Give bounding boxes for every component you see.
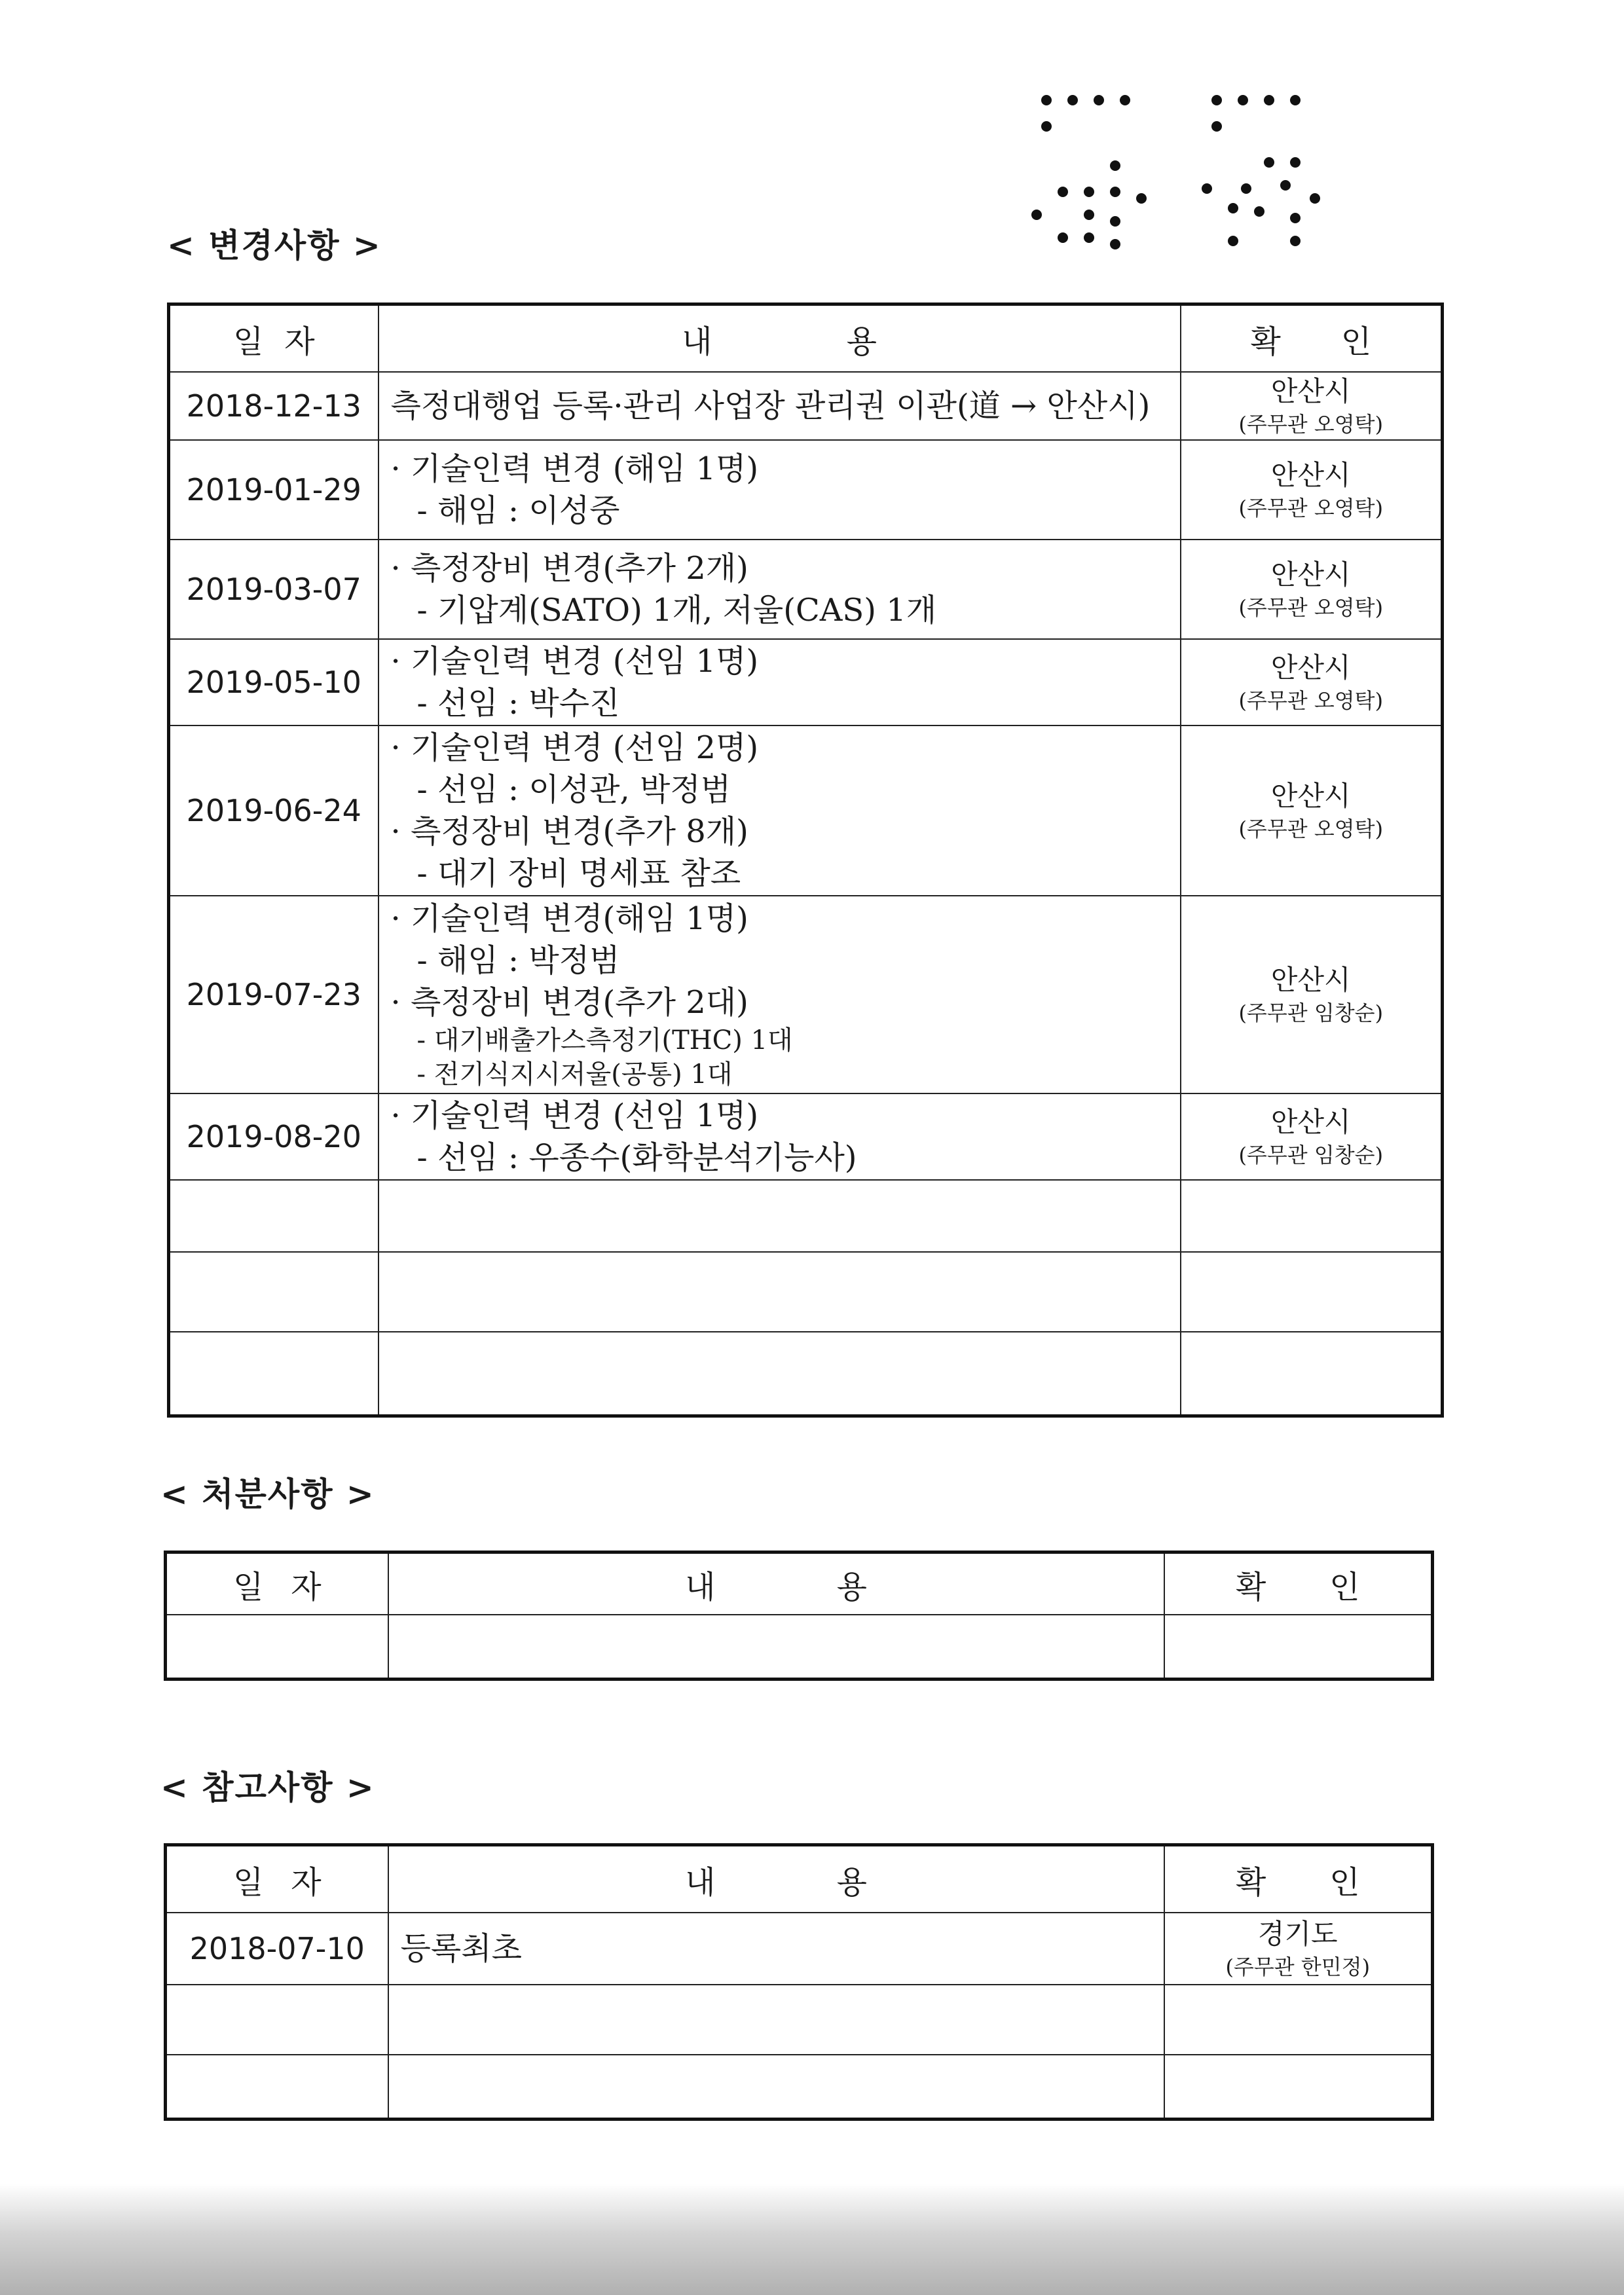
dispositions-section-title: < 처분사항 > xyxy=(160,1475,375,1513)
empty-cell xyxy=(166,2055,388,2120)
date-header: 일 자 xyxy=(166,1552,388,1615)
empty-cell xyxy=(169,1180,378,1252)
empty-cell xyxy=(388,2055,1164,2120)
content-header: 내 용 xyxy=(388,1552,1164,1615)
empty-cell xyxy=(378,1252,1181,1332)
content-header: 내 용 xyxy=(378,304,1181,373)
entry-content xyxy=(378,725,1181,896)
entry-content xyxy=(378,372,1181,440)
entry-date: 2018-07-10 xyxy=(166,1913,388,1985)
confirm-office: 안산시 xyxy=(1270,964,1351,996)
entry-line: - 선임 : 이성관, 박정범 xyxy=(416,771,731,808)
entry-line: - 선임 : 박수진 xyxy=(416,685,620,722)
table-row xyxy=(166,1985,1433,2055)
table-row xyxy=(169,639,1443,725)
entry-line: - 대기 장비 명세표 참조 xyxy=(416,855,741,892)
entry-line: · 측정장비 변경(추가 2대) xyxy=(390,984,748,1021)
entry-content xyxy=(378,1093,1181,1180)
empty-cell xyxy=(388,1615,1164,1680)
confirm-officer: (주무관 오영탁) xyxy=(1238,817,1384,841)
entry-confirm xyxy=(1181,372,1443,440)
entry-line: · 기술인력 변경 (선임 1명) xyxy=(390,1097,759,1134)
braille-stamp-right xyxy=(1192,85,1349,255)
confirm-officer: (주무관 오영탁) xyxy=(1238,412,1384,437)
entry-line: - 해임 : 이성중 xyxy=(416,492,620,529)
confirm-office: 안산시 xyxy=(1270,780,1351,812)
entry-line: - 선임 : 우종수(화학분석기능사) xyxy=(416,1139,857,1176)
entry-date: 2019-08-20 xyxy=(169,1093,378,1180)
content-header: 내 용 xyxy=(388,1845,1164,1913)
entry-date: 2019-05-10 xyxy=(169,639,378,725)
entry-date: 2019-07-23 xyxy=(169,896,378,1093)
confirm-office: 안산시 xyxy=(1270,375,1351,407)
entry-line: - 기압계(SATO) 1개, 저울(CAS) 1개 xyxy=(416,592,937,629)
confirm-officer: (주무관 오영탁) xyxy=(1238,496,1384,521)
confirm-office: 안산시 xyxy=(1270,652,1351,684)
entry-line: · 측정장비 변경(추가 2개) xyxy=(390,550,748,587)
changes-section-title: < 변경사항 > xyxy=(167,226,382,265)
entry-content xyxy=(378,896,1181,1093)
confirm-office: 안산시 xyxy=(1270,459,1351,491)
empty-cell xyxy=(1181,1252,1443,1332)
entry-line: · 기술인력 변경 (해임 1명) xyxy=(390,450,759,487)
entry-line: · 측정장비 변경(추가 8개) xyxy=(390,813,748,850)
confirm-office: 안산시 xyxy=(1270,1106,1351,1138)
entry-line: - 전기식지시저울(공통) 1대 xyxy=(416,1059,733,1090)
table-row xyxy=(169,1180,1443,1252)
entry-date: 2019-01-29 xyxy=(169,440,378,540)
changes-table xyxy=(167,303,1444,1418)
table-row xyxy=(169,1332,1443,1416)
references-table xyxy=(164,1843,1434,2121)
entry-confirm xyxy=(1181,639,1443,725)
empty-cell xyxy=(169,1252,378,1332)
confirm-header: 확 인 xyxy=(1164,1845,1433,1913)
changes-header-row xyxy=(169,304,1443,373)
empty-cell xyxy=(1164,2055,1433,2120)
date-header: 일 자 xyxy=(169,304,378,373)
entry-confirm xyxy=(1181,1093,1443,1180)
table-row xyxy=(169,725,1443,896)
table-row xyxy=(166,1615,1433,1680)
entry-content xyxy=(378,639,1181,725)
entry-line: - 해임 : 박정범 xyxy=(416,942,620,979)
confirm-header: 확 인 xyxy=(1164,1552,1433,1615)
table-row xyxy=(169,440,1443,540)
entry-confirm xyxy=(1181,725,1443,896)
confirm-officer: (주무관 임창순) xyxy=(1238,1143,1384,1167)
confirm-officer: (주무관 오영탁) xyxy=(1238,595,1384,620)
empty-cell xyxy=(388,1985,1164,2055)
entry-content xyxy=(378,440,1181,540)
table-row xyxy=(169,540,1443,639)
empty-cell xyxy=(1164,1615,1433,1680)
confirm-office: 경기도 xyxy=(1257,1918,1338,1950)
entry-date: 2019-03-07 xyxy=(169,540,378,639)
empty-cell xyxy=(1181,1180,1443,1252)
scan-shadow xyxy=(0,2184,1624,2295)
entry-line: · 기술인력 변경 (선임 1명) xyxy=(390,643,759,680)
empty-cell xyxy=(378,1332,1181,1416)
empty-cell xyxy=(166,1615,388,1680)
dispositions-table xyxy=(164,1551,1434,1681)
entry-date: 2018-12-13 xyxy=(169,372,378,440)
table-row xyxy=(169,1252,1443,1332)
entry-line: - 대기배출가스측정기(THC) 1대 xyxy=(416,1025,793,1056)
confirm-header: 확 인 xyxy=(1181,304,1443,373)
empty-cell xyxy=(1181,1332,1443,1416)
table-row xyxy=(166,1913,1433,1985)
table-row xyxy=(169,1093,1443,1180)
empty-cell xyxy=(169,1332,378,1416)
date-header: 일 자 xyxy=(166,1845,388,1913)
entry-line: · 기술인력 변경 (선임 2명) xyxy=(390,729,759,766)
references-section-title: < 참고사항 > xyxy=(160,1768,375,1807)
confirm-office: 안산시 xyxy=(1270,559,1351,591)
table-row xyxy=(166,2055,1433,2120)
entry-confirm xyxy=(1181,440,1443,540)
entry-content xyxy=(388,1913,1164,1985)
table-row xyxy=(169,896,1443,1093)
empty-cell xyxy=(1164,1985,1433,2055)
entry-line: 측정대행업 등록·관리 사업장 관리권 이관(道 → 안산시) xyxy=(390,388,1151,424)
entry-confirm xyxy=(1181,896,1443,1093)
entry-confirm xyxy=(1181,540,1443,639)
entry-confirm xyxy=(1164,1913,1433,1985)
braille-stamp-left xyxy=(1022,85,1179,255)
entry-line: 등록최초 xyxy=(400,1930,522,1967)
confirm-officer: (주무관 임창순) xyxy=(1238,1001,1384,1025)
dispositions-header-row xyxy=(166,1552,1433,1615)
entry-line: · 기술인력 변경(해임 1명) xyxy=(390,900,748,937)
entry-date: 2019-06-24 xyxy=(169,725,378,896)
entry-content xyxy=(378,540,1181,639)
empty-cell xyxy=(378,1180,1181,1252)
table-row xyxy=(169,372,1443,440)
references-header-row xyxy=(166,1845,1433,1913)
confirm-officer: (주무관 한민정) xyxy=(1225,1955,1371,1979)
empty-cell xyxy=(166,1985,388,2055)
confirm-officer: (주무관 오영탁) xyxy=(1238,688,1384,713)
